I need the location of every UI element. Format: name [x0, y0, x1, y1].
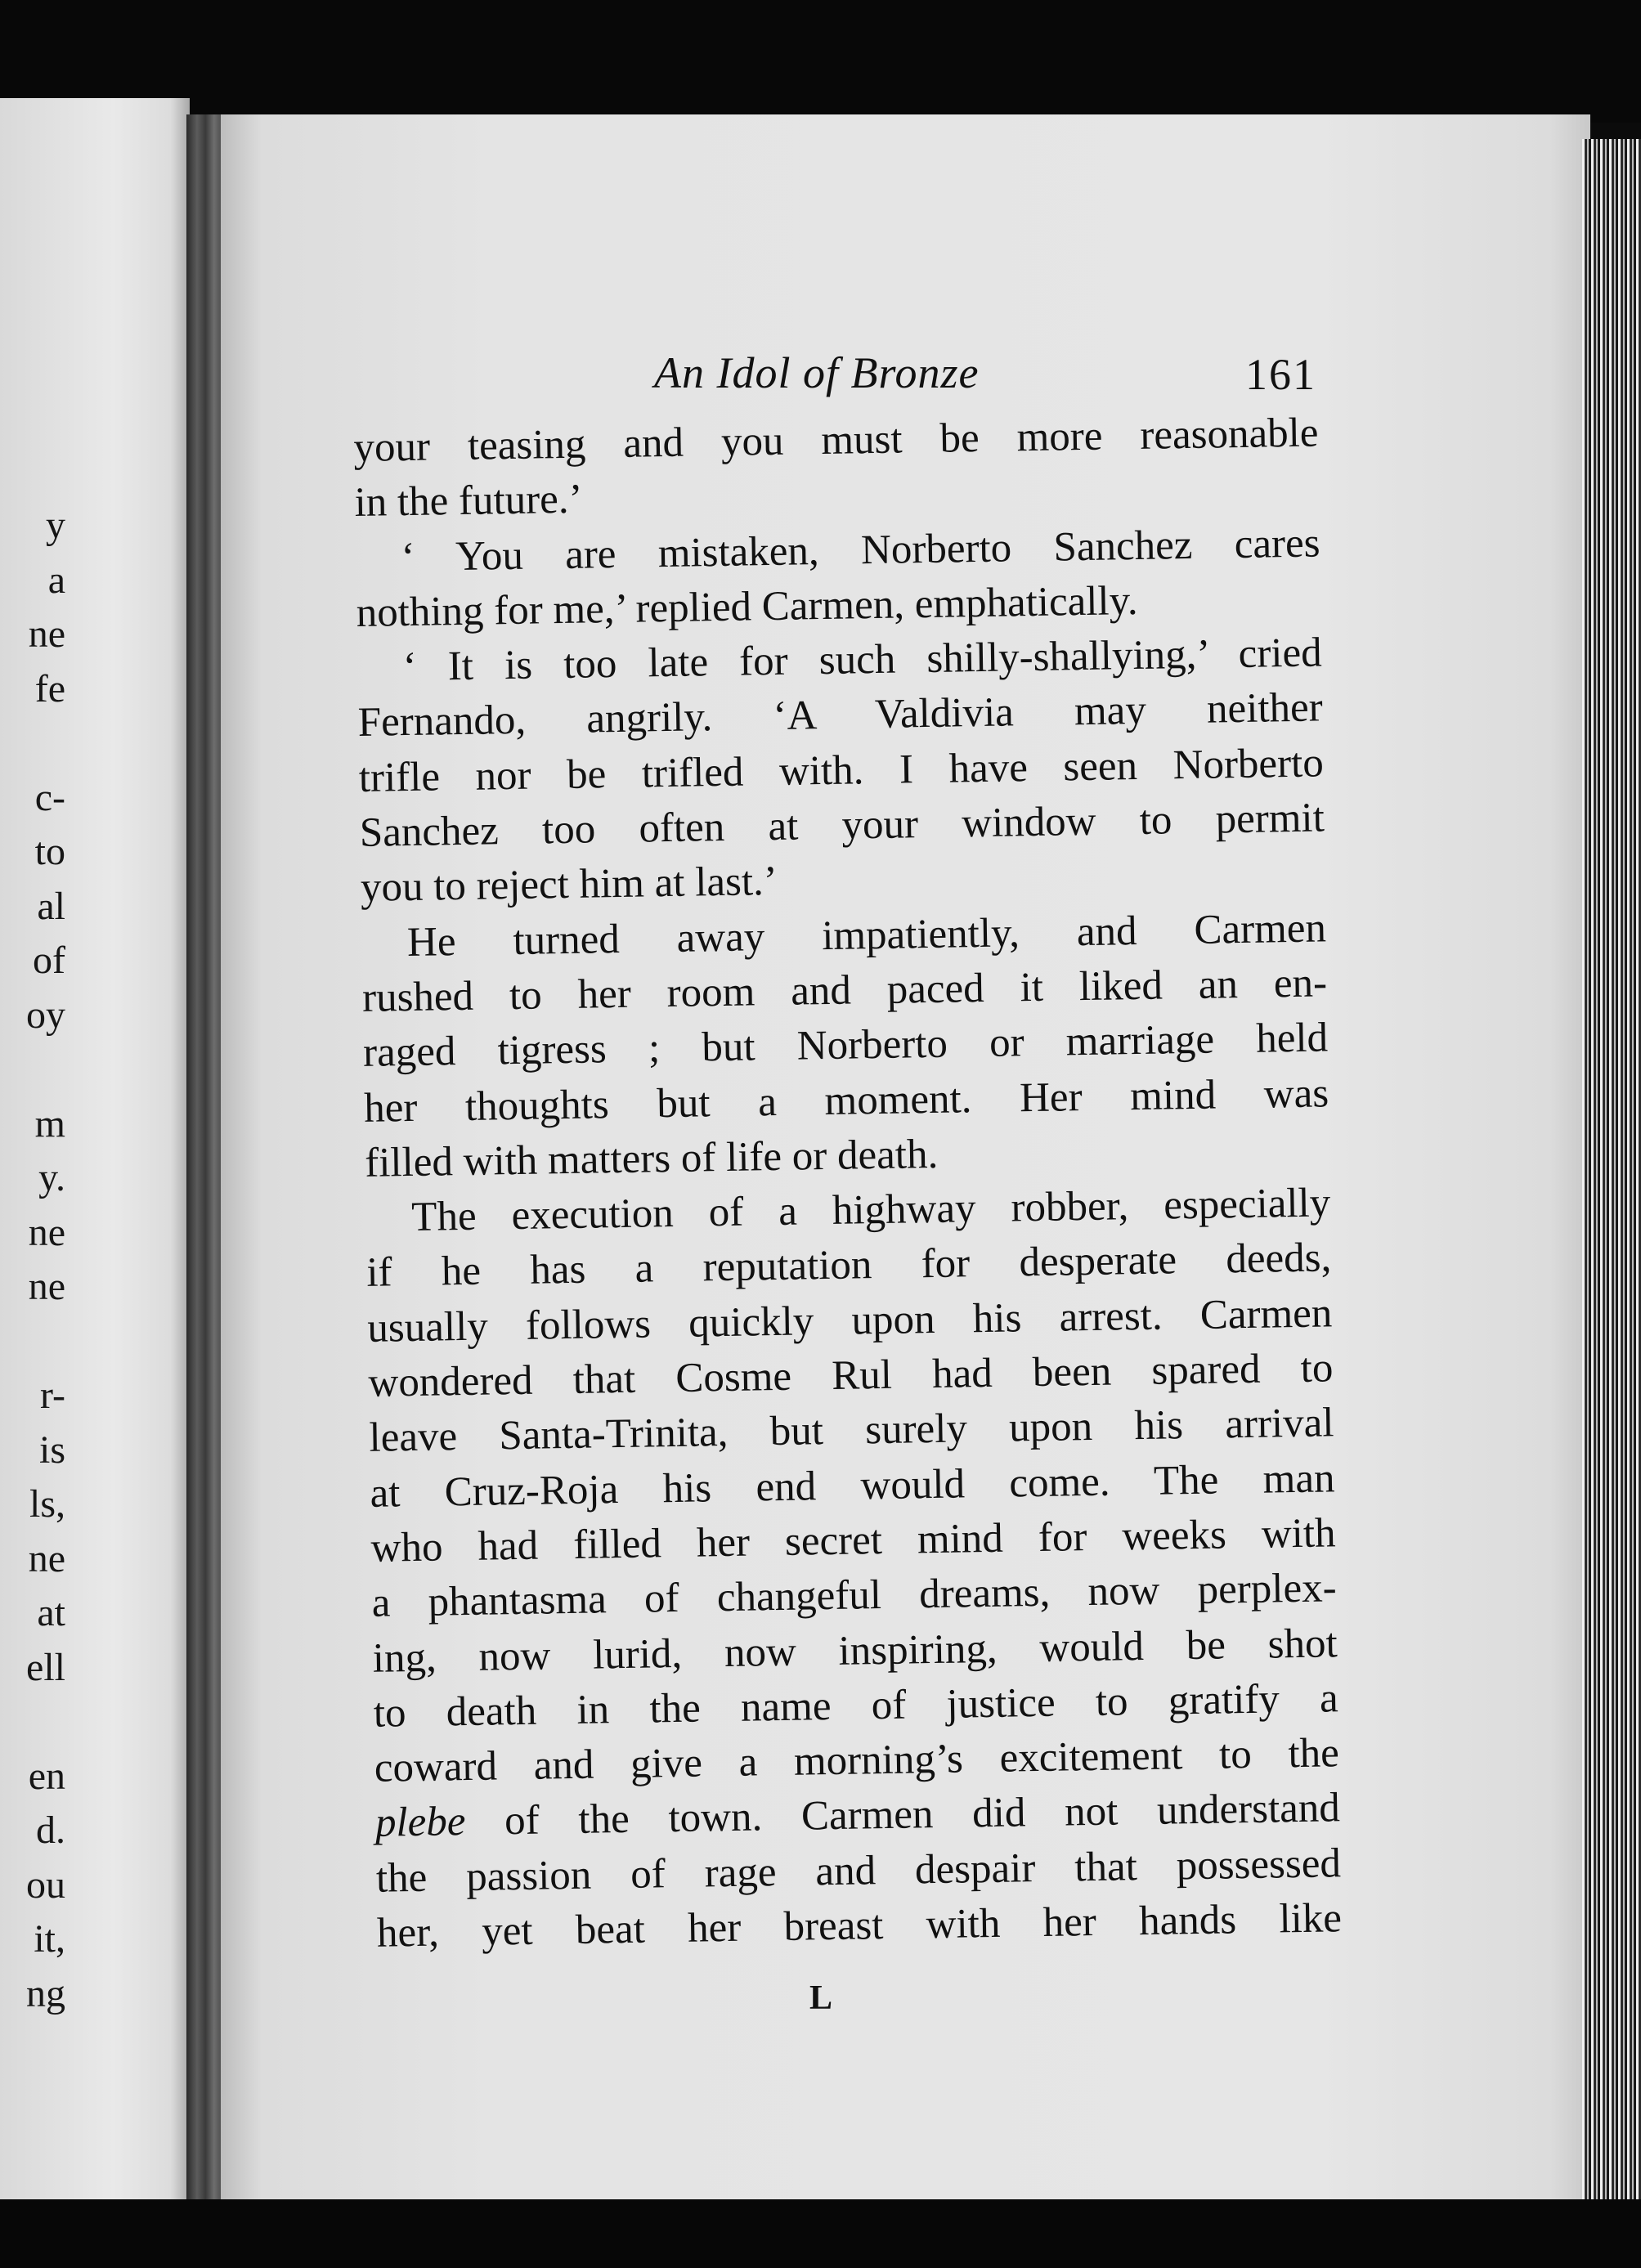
- left-page-fragment: y: [46, 504, 65, 547]
- running-title: An Idol of Bronze: [654, 348, 980, 397]
- text-line-rest: of the town. Carmen did not understand: [464, 1785, 1341, 1845]
- left-page-fragment: fe: [34, 666, 65, 710]
- text-line: nothing for me,’ replied Carmen, emphatically.: [356, 577, 1138, 636]
- text-line: her thoughts but a moment. Her mind was: [363, 1069, 1329, 1132]
- signature-mark: L: [809, 1979, 833, 2017]
- text-line: Fernando, angrily. ‘A Valdivia may neither: [357, 684, 1324, 746]
- text-line: wondered that Cosme Rul had been spared to: [368, 1345, 1334, 1406]
- text-line: leave Santa-Trinita, but surely upon his arrival: [369, 1400, 1334, 1462]
- text-line: ‘ You are mistaken, Norberto Sanchez cares: [401, 520, 1320, 580]
- left-page-fragment: ne: [28, 1265, 65, 1308]
- left-page-fragment: en: [28, 1754, 65, 1798]
- text-line: Sanchez too often at your window to permit: [359, 795, 1325, 857]
- text-line: her, yet beat her breast with her hands like: [376, 1895, 1343, 1956]
- text-line: ing, now lurid, now inspiring, would be shot: [372, 1620, 1338, 1682]
- text-line: usually follows quickly upon his arrest. Carmen: [366, 1290, 1333, 1351]
- text-line: coward and give a morning’s excitement to the: [374, 1730, 1340, 1791]
- left-page-fragment: ne: [28, 1536, 65, 1580]
- left-page-fragment: ou: [26, 1862, 65, 1907]
- left-page-fragment: ls,: [29, 1482, 65, 1526]
- scanner-background-top: [0, 0, 1641, 123]
- left-page-fragment: ne: [28, 1210, 65, 1254]
- body-text: [353, 406, 1342, 1961]
- text-line: who had filled her secret mind for weeks with: [370, 1510, 1336, 1571]
- left-page-fragment: ell: [26, 1645, 65, 1689]
- left-page-fragment: is: [38, 1428, 65, 1472]
- text-line: ‘ It is too late for such shilly-shallying,’ cried: [402, 630, 1323, 691]
- page-header: [376, 347, 1316, 413]
- left-page-fragment: d.: [36, 1809, 65, 1852]
- text-line: to death in the name of justice to gratify a: [373, 1675, 1339, 1737]
- left-page-fragment: r-: [39, 1374, 65, 1417]
- text-line: He turned away impatiently, and Carmen: [406, 905, 1327, 966]
- left-page-fragment: c-: [34, 775, 65, 819]
- page-number: 161: [1245, 350, 1316, 399]
- left-page-fragment: at: [37, 1591, 65, 1634]
- text-line: at Cruz-Roja his end would come. The man: [370, 1454, 1335, 1517]
- text-line: filled with matters of life or death.: [364, 1131, 939, 1186]
- text-line: trifle nor be trifled with. I have seen Norberto: [358, 740, 1325, 801]
- left-page-fragment: al: [37, 884, 65, 928]
- left-page-fragment: ne: [28, 612, 65, 656]
- text-line: you to reject him at last.’: [360, 858, 778, 912]
- left-page-fragment: y.: [38, 1156, 65, 1199]
- left-page-fragment: of: [33, 939, 65, 982]
- left-page-fragment: oy: [26, 993, 65, 1037]
- text-line: raged tigress ; but Norberto or marriage held: [362, 1015, 1329, 1077]
- italic-word: plebe: [374, 1799, 466, 1847]
- text-line: rushed to her room and paced it liked an en-: [361, 960, 1328, 1021]
- text-line: in the future.’: [354, 476, 583, 527]
- scanner-background-bottom: [0, 2199, 1641, 2268]
- page-edges: [1582, 139, 1641, 2207]
- left-page-fragment: a: [47, 558, 65, 602]
- left-page-fragment: ng: [26, 1971, 65, 2015]
- text-line: the passion of rage and despair that possessed: [375, 1840, 1342, 1902]
- text-line: The execution of a highway robber, especially: [410, 1180, 1331, 1241]
- left-page-fragment: to: [34, 830, 65, 873]
- text-line: a phantasma of changeful dreams, now perplex-: [371, 1565, 1338, 1627]
- text-line: if he has a reputation for desperate deeds,: [365, 1235, 1332, 1297]
- text-line: your teasing and you must be more reasonable: [353, 410, 1319, 471]
- left-page: [0, 98, 190, 2224]
- left-page-fragment: m: [34, 1101, 65, 1145]
- left-page-fragment: it,: [34, 1917, 65, 1961]
